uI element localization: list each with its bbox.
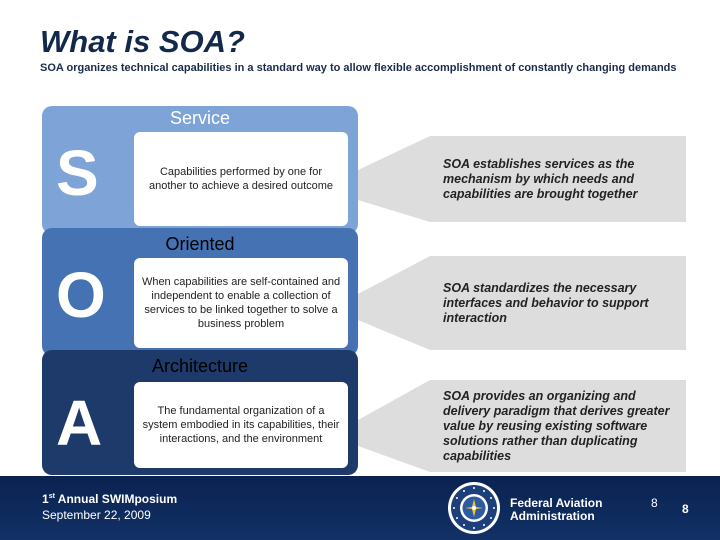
- event-date: September 22, 2009: [42, 508, 151, 522]
- architecture-definition: The fundamental organization of a system embodied in its capabilities, their interactions, and the environment: [134, 382, 348, 468]
- oriented-heading: Oriented: [165, 234, 235, 254]
- faa-seal-icon: [447, 481, 501, 535]
- service-heading: Service: [169, 108, 231, 128]
- oriented-definition: When capabilities are self-contained and independent to enable a collection of services to be linked together to solve a business problem: [134, 258, 348, 348]
- service-statement: SOA establishes services as the mechanism by which needs and capabilities are brought together: [443, 156, 638, 201]
- service-definition: Capabilities performed by one for another to achieve a desired outcome: [134, 132, 348, 226]
- page-title: What is SOA?: [40, 24, 245, 59]
- event-info: [42, 492, 177, 522]
- service-letter: S: [56, 137, 99, 209]
- oriented-statement: SOA standardizes the necessary interfaces and behavior to support interaction: [443, 280, 649, 325]
- architecture-heading: Architecture: [151, 356, 249, 376]
- page-number-small: 8: [651, 496, 658, 510]
- page-number: 8: [682, 502, 689, 516]
- architecture-statement: SOA provides an organizing and delivery paradigm that derives greater value by reusing existing software solutions rather than duplicating capabilities: [443, 388, 670, 463]
- architecture-letter: A: [56, 387, 103, 459]
- page-subtitle: SOA organizes technical capabilities in a standard way to allow flexible accomplishment of constantly changing demands: [40, 62, 677, 74]
- oriented-letter: O: [56, 259, 106, 331]
- event-title: 1st Annual SWIMposium: [42, 492, 178, 506]
- agency-name: Federal Aviation Administration: [510, 496, 603, 523]
